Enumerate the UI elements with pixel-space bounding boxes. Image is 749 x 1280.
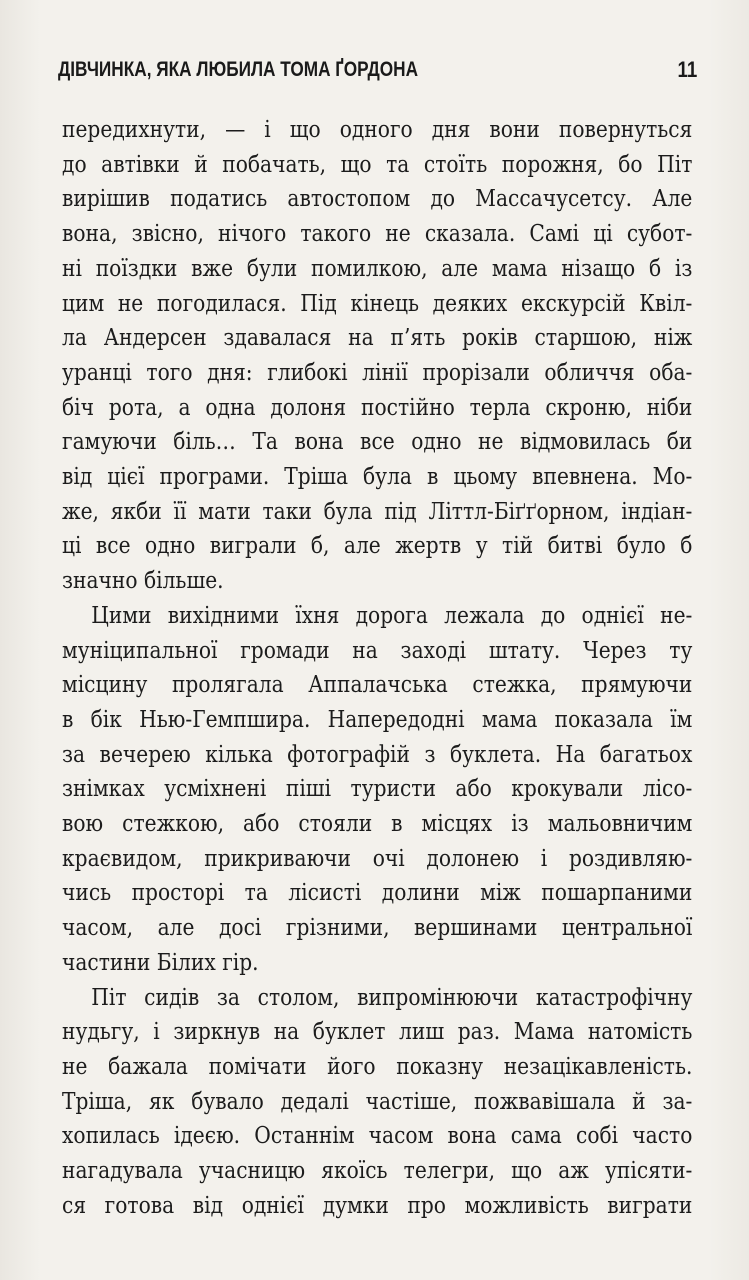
text-line: в бік Нью-Гемпшира. Напередодні мама показала їм	[62, 704, 693, 733]
text-line: біч рота, а одна долоня постійно терла скроню, ніби	[62, 392, 693, 421]
text-line: частини Білих гір.	[62, 947, 259, 976]
text-line: муніципальної громади на заході штату. Через ту	[62, 635, 693, 664]
text-line: уранці того дня: глибокі лінії прорізали обличчя оба-	[62, 357, 693, 386]
text-line: ся готова від однієї думки про можливість виграти	[62, 1190, 693, 1219]
paragraph-1	[62, 112, 692, 598]
text-line: місцину пролягала Аппалачська стежка, прямуючи	[62, 670, 693, 699]
text-line: ні поїздки вже були помилкою, але мама нізащо б із	[62, 253, 693, 282]
text-line: часом, але досі грізними, вершинами центральної	[62, 913, 693, 942]
text-line: нагадувала учасницю якоїсь телегри, що аж упісяти-	[62, 1156, 693, 1185]
text-line: Тріша, як бувало дедалі частіше, пожвавішала й за-	[62, 1086, 693, 1115]
text-line: не бажала помічати його показну незацікавленість.	[62, 1051, 693, 1080]
text-line: нудьгу, і зиркнув на буклет лиш раз. Мама натомість	[62, 1017, 693, 1046]
text-line: Піт сидів за столом, випромінюючи катастрофічну	[91, 982, 693, 1011]
running-head	[58, 50, 697, 90]
paragraph-3	[62, 980, 692, 1223]
text-line: вирішив податись автостопом до Массачусетсу. Але	[62, 184, 693, 213]
text-line: гамуючи біль… Та вона все одно не відмовилась би	[62, 427, 693, 456]
text-line: ла Андерсен здавалася на п’ять років старшою, ніж	[62, 323, 693, 352]
page-number: 11	[677, 57, 697, 82]
text-line: Цими вихідними їхня дорога лежала до однієї не-	[91, 600, 693, 629]
text-line: від цієї програми. Тріша була в цьому впевнена. Мо-	[62, 462, 693, 491]
text-line: вою стежкою, або стояли в місцях із мальовничим	[62, 809, 693, 838]
text-line: хопилась ідеєю. Останнім часом вона сама собі часто	[62, 1121, 693, 1150]
paragraph-2	[62, 598, 692, 980]
text-line: же, якби її мати таки була під Літтл-Біґґорном, індіан-	[62, 496, 693, 525]
text-line: значно більше.	[62, 566, 224, 595]
text-line: ці все одно виграли б, але жертв у тій битві було б	[62, 531, 693, 560]
text-line: за вечерею кілька фотографій з буклета. На багатьох	[62, 739, 693, 768]
text-line: вона, звісно, нічого такого не сказала. Самі ці субот-	[62, 219, 693, 248]
text-line: передихнути, — і що одного дня вони повернуться	[62, 115, 693, 143]
text-line: цим не погодилася. Під кінець деяких екскурсій Квіл-	[62, 288, 693, 317]
text-line: знімках усміхнені піші туристи або крокували лісо-	[62, 774, 693, 803]
running-title: ДІВЧИНКА, ЯКА ЛЮБИЛА ТОМА ҐОРДОНА	[58, 58, 419, 81]
text-line: до автівки й побачать, що та стоїть порожня, бо Піт	[62, 149, 693, 178]
text-line: чись просторі та лісисті долини між пошарпаними	[62, 878, 693, 907]
text-line: краєвидом, прикриваючи очі долонею і роздивляю-	[62, 843, 693, 872]
body-text	[62, 112, 692, 1223]
